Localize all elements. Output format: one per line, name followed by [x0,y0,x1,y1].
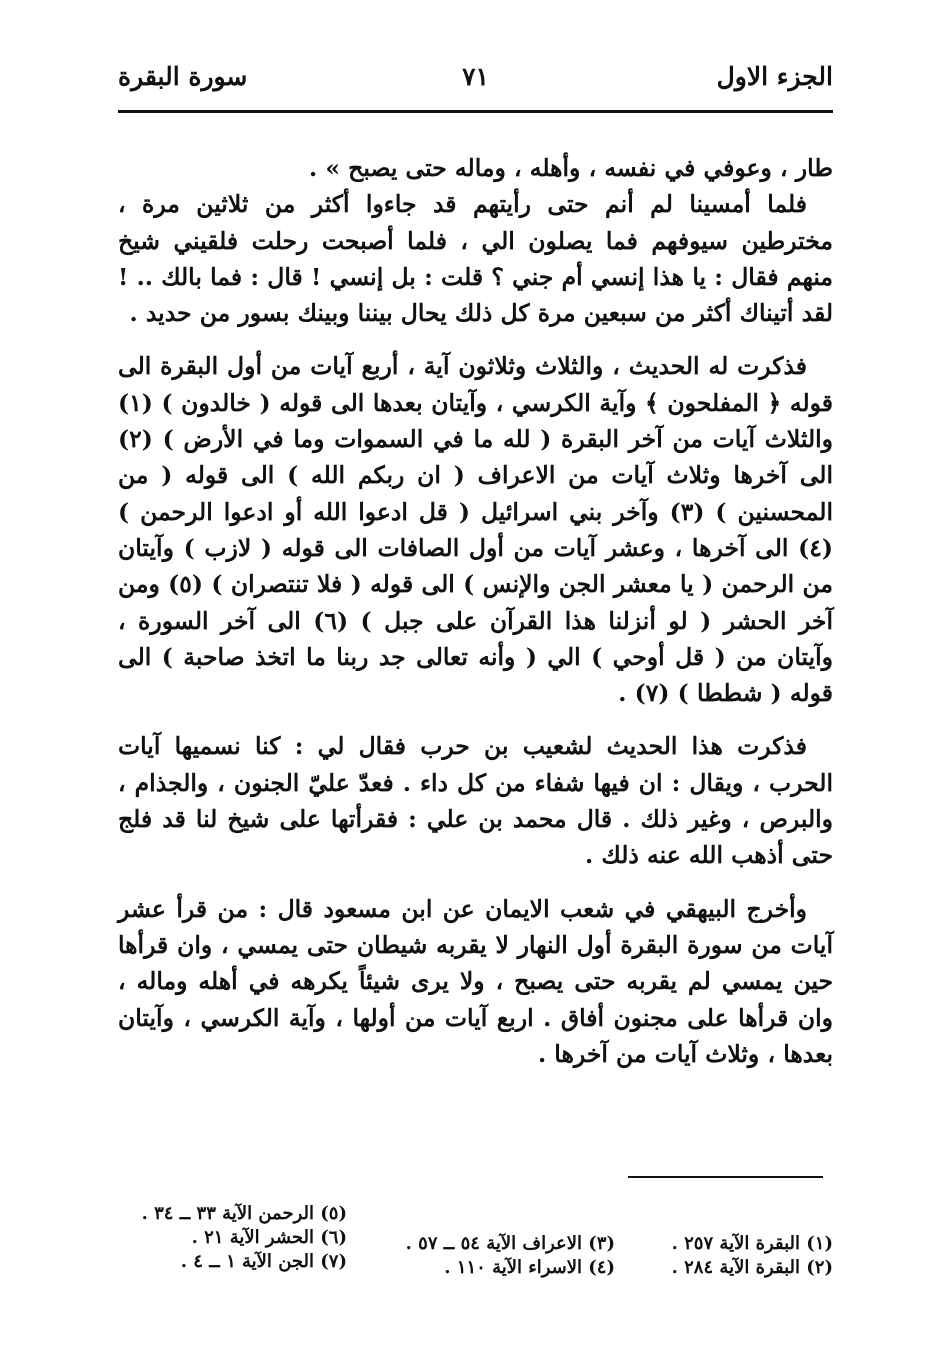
footnote-item: (٥) الرحمن الآية ٣٣ ــ ٣٤ . [141,1203,347,1224]
footnote-item: (٣) الاعراف الآية ٥٤ ــ ٥٧ . [405,1233,615,1254]
footnote-rule [628,1176,823,1178]
footnotes [118,1202,833,1292]
paragraph: طار ، وعوفي في نفسه ، وأهله ، وماله حتى يصبح » . [308,154,833,182]
running-header [118,62,833,106]
paragraph: فذكرت هذا الحديث لشعيب بن حرب فقال لي : كنا نسميها آيات الحرب ، ويقال : ان فيها شفاء من كل داء . فعدّ عليّ الجنون ، والجذام ، والبرص ، وغير ذلك . قال محمد بن علي : فقرأتها على شيخ لنا قد فلج حتى أذهب الله عنه ذلك . [118,732,833,870]
footnote-column [643,1202,833,1280]
paragraph: فذكرت له الحديث ، والثلاث وثلاثون آية ، أربع آيات من أول البقرة الى قوله ﴿ المفلحون ﴾ وآية الكرسي ، وآيتان بعدها الى قوله ( خالدون ) (١) والثلاث آيات من آخر البقرة ( لله ما في السموات وما في الأرض ) (٢) الى آخرها وثلاث آيات من الاعراف ( ان ربكم الله ) الى قوله ( من المحسنين ) (٣) وآخر بني اسرائيل ( قل ادعوا الله أو ادعوا الرحمن ) (٤) الى آخرها ، وعشر آيات من أول الصافات الى قوله ( لازب ) وآيتان من الرحمن ( يا معشر الجن والإنس ) الى قوله ( فلا تنتصران ) (٥) ومن آخر الحشر ( لو أنزلنا هذا القرآن على جبل ) (٦) الى آخر السورة ، وآيتان من ( قل أوحي ) الي ( وأنه تعالى جد ربنا ما اتخذ صاحبة ) الى قوله ( شططا ) (٧) . [118,352,833,708]
footnote-item: (٤) الاسراء الآية ١١٠ . [444,1257,615,1278]
footnote-column [375,1202,615,1280]
footnote-column [107,1202,347,1274]
main-text [118,150,833,1072]
surah-label: سورة البقرة [118,62,248,91]
footnote-item: (١) البقرة الآية ٢٥٧ . [671,1233,833,1254]
footnote-item: (٢) البقرة الآية ٢٨٤ . [671,1257,833,1278]
part-label: الجزء الاول [716,62,833,91]
page-number: ٧١ [462,62,489,91]
header-rule [118,110,833,113]
footnote-item: (٦) الحشر الآية ٢١ . [191,1227,347,1248]
footnote-item: (٧) الجن الآية ١ ــ ٤ . [180,1251,347,1272]
paragraph: وأخرج البيهقي في شعب الايمان عن ابن مسعود قال : من قرأ عشر آيات من سورة البقرة أول النهار لا يقربه شيطان حتى يمسي ، وان قرأها حين يمسي لم يقربه حتى يصبح ، ولا يرى شيئاً يكرهه في أهله وماله ، وان قرأها على مجنون أفاق . اربع آيات من أولها ، وآية الكرسي ، وآيتان بعدها ، وثلاث آيات من آخرها . [118,894,833,1068]
paragraph: فلما أمسينا لم أنم حتى رأيتهم قد جاءوا أكثر من ثلاثين مرة ، مخترطين سيوفهم فما يصلون الي ، فلما أصبحت رحلت فلقيني شيخ منهم فقال : يا هذا إنسي أم جني ؟ قلت : بل إنسي ! قال : فما بالك .. ! لقد أتيناك أكثر من سبعين مرة كل ذلك يحال بيننا وبينك بسور من حديد . [118,190,833,328]
